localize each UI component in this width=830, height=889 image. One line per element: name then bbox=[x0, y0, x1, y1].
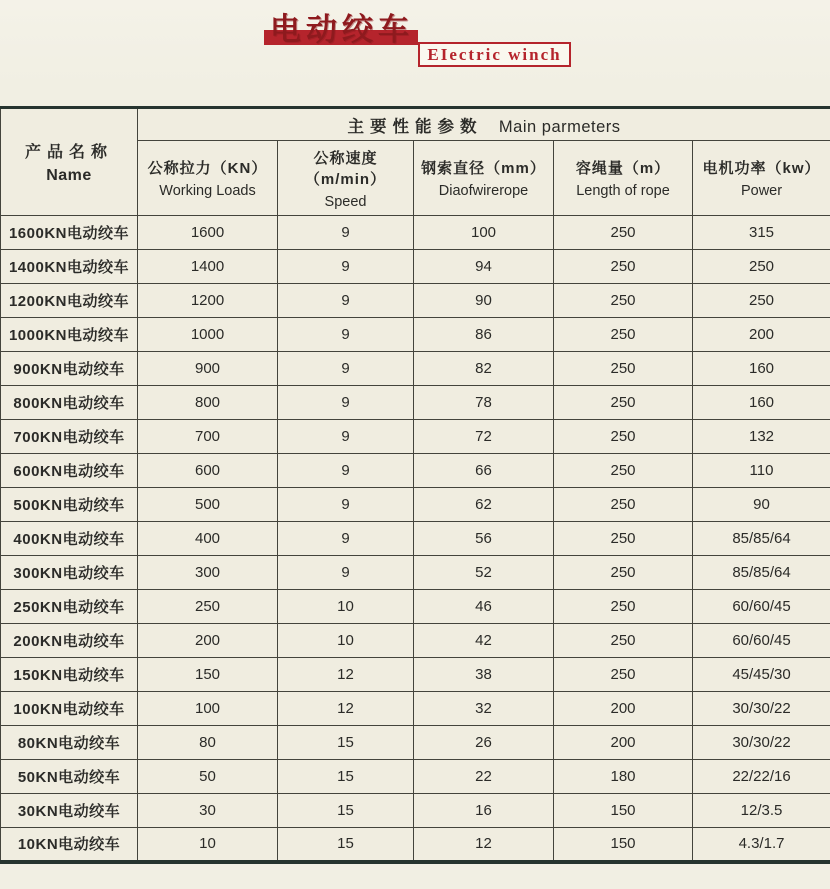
product-name-cell: 1400KN电动绞车 bbox=[1, 250, 138, 284]
value-cell: 500 bbox=[138, 488, 278, 522]
value-cell: 160 bbox=[693, 386, 830, 420]
value-cell: 66 bbox=[414, 454, 554, 488]
table-row bbox=[1, 318, 830, 352]
value-cell: 86 bbox=[414, 318, 554, 352]
value-cell: 132 bbox=[693, 420, 830, 454]
value-cell: 150 bbox=[554, 828, 693, 862]
table-row bbox=[1, 794, 830, 828]
product-name-cell: 150KN电动绞车 bbox=[1, 658, 138, 692]
value-cell: 9 bbox=[278, 522, 414, 556]
value-cell: 250 bbox=[554, 556, 693, 590]
page-title: 电动绞车 bbox=[270, 12, 414, 47]
table-row bbox=[1, 420, 830, 454]
value-cell: 9 bbox=[278, 488, 414, 522]
title-subtitle-box bbox=[418, 42, 571, 67]
value-cell: 9 bbox=[278, 250, 414, 284]
column-header-power: 电机功率（kw） Power bbox=[693, 141, 830, 216]
value-cell: 90 bbox=[414, 284, 554, 318]
value-cell: 10 bbox=[278, 590, 414, 624]
value-cell: 52 bbox=[414, 556, 554, 590]
value-cell: 12/3.5 bbox=[693, 794, 830, 828]
value-cell: 110 bbox=[693, 454, 830, 488]
title-banner bbox=[0, 0, 830, 106]
value-cell: 9 bbox=[278, 284, 414, 318]
value-cell: 46 bbox=[414, 590, 554, 624]
table-header bbox=[1, 108, 830, 216]
value-cell: 9 bbox=[278, 352, 414, 386]
value-cell: 9 bbox=[278, 420, 414, 454]
value-cell: 315 bbox=[693, 216, 830, 250]
value-cell: 250 bbox=[554, 488, 693, 522]
value-cell: 4.3/1.7 bbox=[693, 828, 830, 862]
product-name-cell: 800KN电动绞车 bbox=[1, 386, 138, 420]
value-cell: 700 bbox=[138, 420, 278, 454]
product-name-cell: 900KN电动绞车 bbox=[1, 352, 138, 386]
column-header-working-loads: 公称拉力（KN） Working Loads bbox=[138, 141, 278, 216]
value-cell: 9 bbox=[278, 556, 414, 590]
page-subtitle: EIectric winch bbox=[427, 44, 562, 64]
product-name-cell: 700KN电动绞车 bbox=[1, 420, 138, 454]
value-cell: 45/45/30 bbox=[693, 658, 830, 692]
value-cell: 400 bbox=[138, 522, 278, 556]
value-cell: 42 bbox=[414, 624, 554, 658]
main-parameters-header bbox=[138, 108, 830, 141]
column-header-rope-length: 容绳量（m） Length of rope bbox=[554, 141, 693, 216]
value-cell: 15 bbox=[278, 828, 414, 862]
value-cell: 800 bbox=[138, 386, 278, 420]
value-cell: 90 bbox=[693, 488, 830, 522]
value-cell: 250 bbox=[554, 624, 693, 658]
value-cell: 250 bbox=[554, 318, 693, 352]
value-cell: 600 bbox=[138, 454, 278, 488]
value-cell: 250 bbox=[693, 284, 830, 318]
table-row bbox=[1, 386, 830, 420]
product-name-cell: 100KN电动绞车 bbox=[1, 692, 138, 726]
value-cell: 900 bbox=[138, 352, 278, 386]
value-cell: 56 bbox=[414, 522, 554, 556]
value-cell: 26 bbox=[414, 726, 554, 760]
value-cell: 200 bbox=[554, 726, 693, 760]
value-cell: 250 bbox=[554, 522, 693, 556]
product-name-cell: 10KN电动绞车 bbox=[1, 828, 138, 862]
product-name-header-en: Name bbox=[46, 167, 92, 184]
value-cell: 150 bbox=[554, 794, 693, 828]
value-cell: 300 bbox=[138, 556, 278, 590]
value-cell: 30 bbox=[138, 794, 278, 828]
value-cell: 250 bbox=[554, 590, 693, 624]
value-cell: 10 bbox=[278, 624, 414, 658]
main-parameters-header-zh: 主要性能参数 bbox=[347, 117, 483, 136]
column-header-wire-rope-diameter: 钢索直径（mm） Diaofwirerope bbox=[414, 141, 554, 216]
value-cell: 160 bbox=[693, 352, 830, 386]
table-row bbox=[1, 624, 830, 658]
value-cell: 78 bbox=[414, 386, 554, 420]
table-row bbox=[1, 556, 830, 590]
product-name-cell: 1200KN电动绞车 bbox=[1, 284, 138, 318]
table-row bbox=[1, 692, 830, 726]
value-cell: 180 bbox=[554, 760, 693, 794]
value-cell: 1200 bbox=[138, 284, 278, 318]
value-cell: 85/85/64 bbox=[693, 522, 830, 556]
value-cell: 250 bbox=[554, 454, 693, 488]
value-cell: 250 bbox=[693, 250, 830, 284]
value-cell: 94 bbox=[414, 250, 554, 284]
value-cell: 150 bbox=[138, 658, 278, 692]
table-row bbox=[1, 216, 830, 250]
value-cell: 250 bbox=[554, 250, 693, 284]
value-cell: 60/60/45 bbox=[693, 624, 830, 658]
table-row bbox=[1, 726, 830, 760]
value-cell: 200 bbox=[693, 318, 830, 352]
value-cell: 250 bbox=[554, 420, 693, 454]
value-cell: 9 bbox=[278, 386, 414, 420]
value-cell: 30/30/22 bbox=[693, 726, 830, 760]
product-name-header bbox=[1, 108, 138, 216]
value-cell: 250 bbox=[138, 590, 278, 624]
value-cell: 9 bbox=[278, 318, 414, 352]
table-row bbox=[1, 454, 830, 488]
product-name-cell: 50KN电动绞车 bbox=[1, 760, 138, 794]
spec-table bbox=[0, 106, 830, 864]
main-parameters-header-en: Main parmeters bbox=[498, 117, 621, 136]
table-row bbox=[1, 352, 830, 386]
product-name-cell: 200KN电动绞车 bbox=[1, 624, 138, 658]
table-row bbox=[1, 488, 830, 522]
value-cell: 1000 bbox=[138, 318, 278, 352]
value-cell: 100 bbox=[414, 216, 554, 250]
value-cell: 38 bbox=[414, 658, 554, 692]
value-cell: 16 bbox=[414, 794, 554, 828]
value-cell: 60/60/45 bbox=[693, 590, 830, 624]
value-cell: 1400 bbox=[138, 250, 278, 284]
product-name-cell: 30KN电动绞车 bbox=[1, 794, 138, 828]
value-cell: 15 bbox=[278, 794, 414, 828]
value-cell: 12 bbox=[414, 828, 554, 862]
value-cell: 32 bbox=[414, 692, 554, 726]
table-row bbox=[1, 284, 830, 318]
value-cell: 200 bbox=[554, 692, 693, 726]
value-cell: 15 bbox=[278, 760, 414, 794]
column-header-speed: 公称速度（m/min） Speed bbox=[278, 141, 414, 216]
product-name-header-zh: 产品名称 bbox=[24, 144, 113, 161]
value-cell: 30/30/22 bbox=[693, 692, 830, 726]
value-cell: 250 bbox=[554, 284, 693, 318]
table-body bbox=[1, 216, 830, 862]
value-cell: 85/85/64 bbox=[693, 556, 830, 590]
value-cell: 250 bbox=[554, 386, 693, 420]
value-cell: 72 bbox=[414, 420, 554, 454]
value-cell: 62 bbox=[414, 488, 554, 522]
table-row bbox=[1, 250, 830, 284]
product-name-cell: 250KN电动绞车 bbox=[1, 590, 138, 624]
value-cell: 10 bbox=[138, 828, 278, 862]
value-cell: 9 bbox=[278, 216, 414, 250]
value-cell: 250 bbox=[554, 216, 693, 250]
product-name-cell: 1600KN电动绞车 bbox=[1, 216, 138, 250]
value-cell: 100 bbox=[138, 692, 278, 726]
table-row bbox=[1, 590, 830, 624]
product-name-cell: 600KN电动绞车 bbox=[1, 454, 138, 488]
value-cell: 9 bbox=[278, 454, 414, 488]
value-cell: 82 bbox=[414, 352, 554, 386]
table-row bbox=[1, 658, 830, 692]
product-name-cell: 400KN电动绞车 bbox=[1, 522, 138, 556]
value-cell: 15 bbox=[278, 726, 414, 760]
product-name-cell: 300KN电动绞车 bbox=[1, 556, 138, 590]
value-cell: 12 bbox=[278, 692, 414, 726]
table-row bbox=[1, 760, 830, 794]
product-name-cell: 1000KN电动绞车 bbox=[1, 318, 138, 352]
value-cell: 250 bbox=[554, 658, 693, 692]
value-cell: 50 bbox=[138, 760, 278, 794]
product-name-cell: 80KN电动绞车 bbox=[1, 726, 138, 760]
value-cell: 200 bbox=[138, 624, 278, 658]
value-cell: 80 bbox=[138, 726, 278, 760]
value-cell: 22/22/16 bbox=[693, 760, 830, 794]
table-row bbox=[1, 828, 830, 862]
value-cell: 250 bbox=[554, 352, 693, 386]
table-row bbox=[1, 522, 830, 556]
value-cell: 1600 bbox=[138, 216, 278, 250]
value-cell: 22 bbox=[414, 760, 554, 794]
value-cell: 12 bbox=[278, 658, 414, 692]
product-name-cell: 500KN电动绞车 bbox=[1, 488, 138, 522]
